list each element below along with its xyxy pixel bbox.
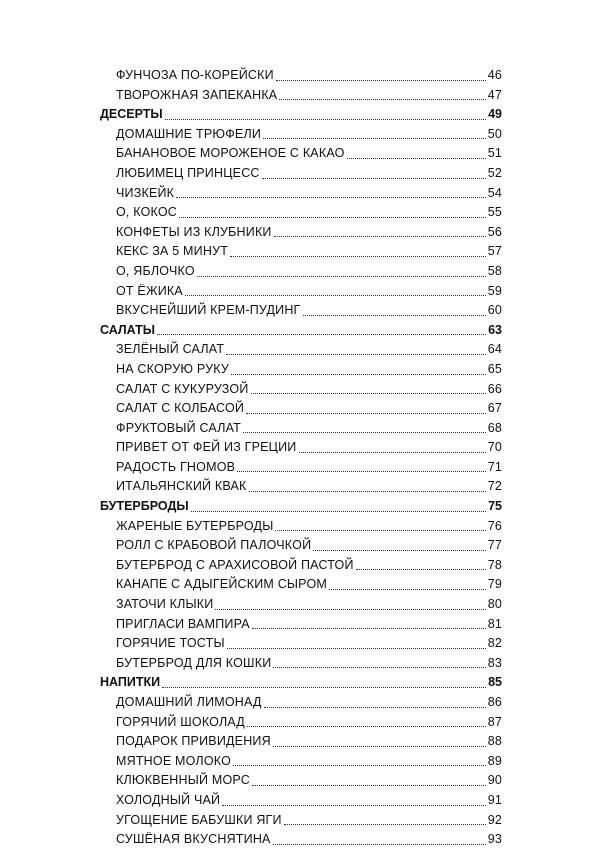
dot-leader <box>191 497 486 517</box>
toc-entry-title: РАДОСТЬ ГНОМОВ <box>116 459 236 474</box>
toc-entry-page-number: 50 <box>487 126 502 141</box>
dot-leader <box>273 654 485 674</box>
toc-entry-page-number: 66 <box>487 381 502 396</box>
toc-entry-title: ЧИЗКЕЙК <box>116 185 175 200</box>
toc-entry <box>100 340 502 360</box>
toc-entry <box>100 477 502 497</box>
toc-entry-title: ТВОРОЖНАЯ ЗАПЕКАНКА <box>116 87 278 102</box>
toc-entry <box>100 654 502 674</box>
dot-leader <box>276 66 486 86</box>
toc-entry-page-number: 55 <box>487 205 502 220</box>
toc-entry <box>100 517 502 537</box>
toc-entry-page-number: 88 <box>487 734 502 749</box>
toc-entry <box>100 66 502 86</box>
toc-entry-title: ДОМАШНИЕ ТРЮФЕЛИ <box>116 126 262 141</box>
dot-leader <box>179 203 486 223</box>
toc-entry <box>100 556 502 576</box>
toc-entry-page-number: 67 <box>487 401 502 416</box>
dot-leader <box>313 536 485 556</box>
toc-entry <box>100 634 502 654</box>
dot-leader <box>185 282 486 302</box>
toc-entry-page-number: 68 <box>487 420 502 435</box>
toc-entry-page-number: 87 <box>487 714 502 729</box>
dot-leader <box>273 830 486 850</box>
toc-entry <box>100 301 502 321</box>
toc-entry <box>100 595 502 615</box>
dot-leader <box>222 791 485 811</box>
dot-leader <box>252 771 486 791</box>
dot-leader <box>303 301 486 321</box>
toc-entry <box>100 575 502 595</box>
toc-entry-title: РОЛЛ С КРАБОВОЙ ПАЛОЧКОЙ <box>116 538 312 553</box>
dot-leader <box>262 164 486 184</box>
dot-leader <box>165 105 486 125</box>
toc-entry <box>100 164 502 184</box>
toc-entry-page-number: 47 <box>487 87 502 102</box>
toc-entry-title: ВКУСНЕЙШИЙ КРЕМ-ПУДИНГ <box>116 303 301 318</box>
toc-entry-title: МЯТНОЕ МОЛОКО <box>116 753 232 768</box>
toc-entry-title: САЛАТ С КОЛБАСОЙ <box>116 401 245 416</box>
dot-leader <box>299 438 486 458</box>
toc-entry-title: САЛАТЫ <box>100 322 155 337</box>
toc-section-heading <box>100 673 502 693</box>
toc-entry <box>100 380 502 400</box>
toc-entry-title: НА СКОРУЮ РУКУ <box>116 361 229 376</box>
toc-entry-title: КАНАПЕ С АДЫГЕЙСКИМ СЫРОМ <box>116 577 327 592</box>
toc-section-heading <box>100 321 502 341</box>
toc-entry-page-number: 79 <box>487 577 502 592</box>
toc-entry-page-number: 75 <box>488 499 502 514</box>
toc-entry-page-number: 86 <box>487 695 502 709</box>
toc-entry-page-number: 60 <box>487 303 502 318</box>
toc-entry-page-number: 93 <box>487 832 502 847</box>
toc-entry <box>100 360 502 380</box>
dot-leader <box>237 458 486 478</box>
toc-entry-title: ОТ ЁЖИКА <box>116 283 183 298</box>
toc-entry <box>100 615 502 635</box>
dot-leader <box>157 321 486 341</box>
toc-entry <box>100 184 502 204</box>
toc-entry-title: СУШЁНАЯ ВКУСНЯТИНА <box>116 832 271 847</box>
toc-entry-page-number: 51 <box>487 146 502 161</box>
toc-entry-page-number: 56 <box>487 224 502 239</box>
toc-entry-page-number: 63 <box>488 322 502 337</box>
toc-entry-page-number: 59 <box>487 283 502 298</box>
toc-entry-title: ИТАЛЬЯНСКИЙ КВАК <box>116 479 247 494</box>
dot-leader <box>356 556 486 576</box>
toc-entry <box>100 811 502 831</box>
toc-entry-page-number: 58 <box>487 263 502 278</box>
toc-entry-title: ГОРЯЧИЙ ШОКОЛАД <box>116 714 245 729</box>
toc-entry-title: ЛЮБИМЕЦ ПРИНЦЕСС <box>116 165 260 180</box>
toc-entry <box>100 458 502 478</box>
dot-leader <box>246 399 486 419</box>
toc-section-heading <box>100 105 502 125</box>
dot-leader <box>197 262 486 282</box>
toc-entry-page-number: 91 <box>487 792 502 807</box>
dot-leader <box>329 575 486 595</box>
dot-leader <box>264 693 486 713</box>
dot-leader <box>226 340 486 360</box>
toc-entry-title: КЕКС ЗА 5 МИНУТ <box>116 244 229 259</box>
dot-leader <box>284 811 486 831</box>
dot-leader <box>243 419 486 439</box>
toc-entry-title: БУТЕРБРОД С АРАХИСОВОЙ ПАСТОЙ <box>116 557 354 572</box>
toc-entry-title: БУТЕРБРОДЫ <box>100 499 189 514</box>
toc-entry-page-number: 80 <box>487 597 502 612</box>
dot-leader <box>227 634 486 654</box>
toc-entry-title: КОНФЕТЫ ИЗ КЛУБНИКИ <box>116 224 272 239</box>
toc-entry <box>100 752 502 772</box>
dot-leader <box>263 125 486 145</box>
toc-entry-title: О, ЯБЛОЧКО <box>116 263 195 278</box>
dot-leader <box>233 752 486 772</box>
dot-leader <box>176 184 486 204</box>
toc-entry-title: САЛАТ С КУКУРУЗОЙ <box>116 381 249 396</box>
toc-entry <box>100 203 502 223</box>
toc-entry <box>100 536 502 556</box>
toc-entry <box>100 242 502 262</box>
toc-entry-page-number: 49 <box>488 107 502 122</box>
toc-entry-title: ДОМАШНИЙ ЛИМОНАД <box>116 695 262 709</box>
toc-entry-page-number: 46 <box>487 68 502 82</box>
toc-entry <box>100 399 502 419</box>
dot-leader <box>279 86 485 106</box>
toc-entry-title: ПОДАРОК ПРИВИДЕНИЯ <box>116 734 271 749</box>
toc-entry-title: УГОЩЕНИЕ БАБУШКИ ЯГИ <box>116 812 282 827</box>
toc-entry <box>100 86 502 106</box>
toc-entry-page-number: 76 <box>487 518 502 533</box>
toc-entry <box>100 791 502 811</box>
toc-entry-title: БУТЕРБРОД ДЛЯ КОШКИ <box>116 655 272 670</box>
toc-entry-title: НАПИТКИ <box>100 675 161 690</box>
dot-leader <box>275 517 485 537</box>
dot-leader <box>251 380 486 400</box>
toc-entry <box>100 125 502 145</box>
toc-entry-title: ФУНЧОЗА ПО-КОРЕЙСКИ <box>116 68 274 82</box>
dot-leader <box>162 673 486 693</box>
dot-leader <box>273 732 486 752</box>
toc-entry <box>100 830 502 850</box>
toc-entry-page-number: 81 <box>487 616 502 631</box>
dot-leader <box>230 242 486 262</box>
toc-entry-title: ДЕСЕРТЫ <box>100 107 163 122</box>
dot-leader <box>247 713 486 733</box>
dot-leader <box>252 615 486 635</box>
toc-entry <box>100 262 502 282</box>
toc-entry-title: ЗЕЛЁНЫЙ САЛАТ <box>116 342 225 357</box>
toc-entry <box>100 419 502 439</box>
toc-entry <box>100 713 502 733</box>
toc-entry <box>100 223 502 243</box>
table-of-contents <box>100 66 502 850</box>
toc-entry-page-number: 64 <box>487 342 502 357</box>
toc-section-heading <box>100 497 502 517</box>
toc-entry-title: ПРИВЕТ ОТ ФЕЙ ИЗ ГРЕЦИИ <box>116 440 297 455</box>
toc-entry <box>100 282 502 302</box>
toc-entry-page-number: 89 <box>487 753 502 768</box>
toc-entry <box>100 693 502 713</box>
toc-entry-page-number: 70 <box>487 440 502 455</box>
toc-entry-title: О, КОКОС <box>116 205 178 220</box>
toc-entry-title: ХОЛОДНЫЙ ЧАЙ <box>116 792 221 807</box>
toc-entry <box>100 438 502 458</box>
dot-leader <box>274 223 486 243</box>
toc-entry <box>100 144 502 164</box>
toc-entry-page-number: 83 <box>487 655 502 670</box>
toc-entry-title: КЛЮКВЕННЫЙ МОРС <box>116 773 251 788</box>
toc-entry-page-number: 78 <box>487 557 502 572</box>
dot-leader <box>231 360 486 380</box>
toc-entry <box>100 732 502 752</box>
toc-entry-page-number: 65 <box>487 361 502 376</box>
toc-entry-title: БАНАНОВОЕ МОРОЖЕНОЕ С КАКАО <box>116 146 345 161</box>
toc-entry-page-number: 72 <box>487 479 502 494</box>
toc-entry-title: ГОРЯЧИЕ ТОСТЫ <box>116 636 225 651</box>
toc-entry-page-number: 52 <box>487 165 502 180</box>
toc-entry-page-number: 71 <box>487 459 502 474</box>
toc-entry-title: ФРУКТОВЫЙ САЛАТ <box>116 420 242 435</box>
toc-entry-page-number: 90 <box>487 773 502 788</box>
toc-entry-page-number: 92 <box>487 812 502 827</box>
dot-leader <box>249 477 486 497</box>
toc-entry <box>100 771 502 791</box>
toc-entry-page-number: 82 <box>487 636 502 651</box>
toc-entry-page-number: 54 <box>487 185 502 200</box>
toc-entry-page-number: 57 <box>487 244 502 259</box>
dot-leader <box>347 144 486 164</box>
toc-entry-title: ЗАТОЧИ КЛЫКИ <box>116 597 214 612</box>
dot-leader <box>215 595 485 615</box>
toc-entry-page-number: 85 <box>488 675 502 690</box>
toc-entry-title: ПРИГЛАСИ ВАМПИРА <box>116 616 250 631</box>
toc-entry-title: ЖАРЕНЫЕ БУТЕРБРОДЫ <box>116 518 274 533</box>
toc-entry-page-number: 77 <box>487 538 502 553</box>
